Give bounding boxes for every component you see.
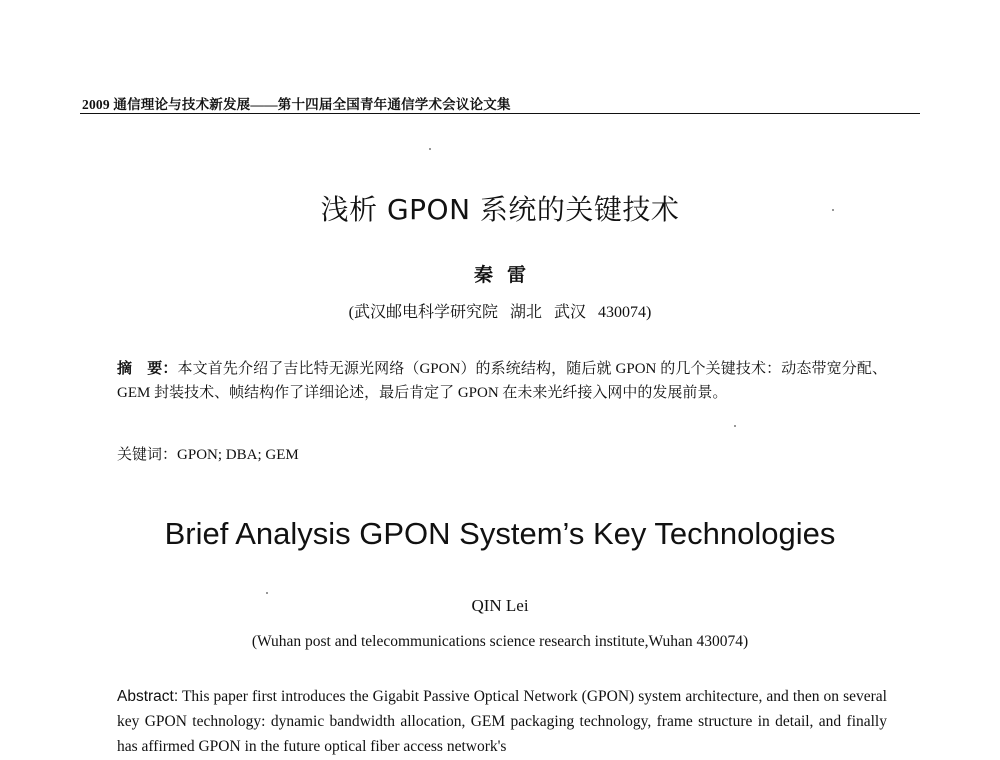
english-abstract-label: Abstract: xyxy=(117,688,179,705)
scan-speck xyxy=(734,425,736,427)
scan-speck xyxy=(429,148,431,150)
chinese-keywords-label: 关键词： xyxy=(117,447,178,463)
chinese-title: 浅析 GPON 系统的关键技术 xyxy=(320,193,680,226)
chinese-keywords-text: GPON; DBA; GEM xyxy=(177,447,299,463)
chinese-abstract-label: 摘 要： xyxy=(117,361,178,377)
english-title: Brief Analysis GPON System’s Key Technologies xyxy=(164,516,836,551)
scan-speck xyxy=(832,209,834,211)
chinese-affiliation: (武汉邮电科学研究院 湖北 武汉 430074) xyxy=(348,304,652,321)
english-author: QIN Lei xyxy=(471,596,529,615)
header-rule xyxy=(80,113,920,114)
english-abstract-text: This paper first introduces the Gigabit Passive Optical Network (GPON) system architecture, and then on several key GPON technology: dynamic bandwidth allocation, GEM packaging technology, frame structure in detail, and finally has affirmed GPON in the future optical fiber access network's xyxy=(117,688,887,755)
english-affiliation: (Wuhan post and telecommunications science research institute,Wuhan 430074) xyxy=(251,633,749,650)
english-abstract xyxy=(117,684,887,759)
chinese-keywords xyxy=(117,443,299,464)
running-head: 2009 通信理论与技术新发展——第十四届全国青年通信学术会议论文集 xyxy=(82,97,511,112)
chinese-author: 秦雷 xyxy=(473,265,540,286)
scan-speck xyxy=(266,592,268,594)
chinese-abstract-text: 本文首先介绍了吉比特无源光网络（GPON）的系统结构，随后就 GPON 的几个关键技术：动态带宽分配、GEM 封装技术、帧结构作了详细论述，最后肯定了 GPON 在未来光纤接入网中的发展前景。 xyxy=(117,361,887,401)
chinese-abstract xyxy=(117,357,887,405)
